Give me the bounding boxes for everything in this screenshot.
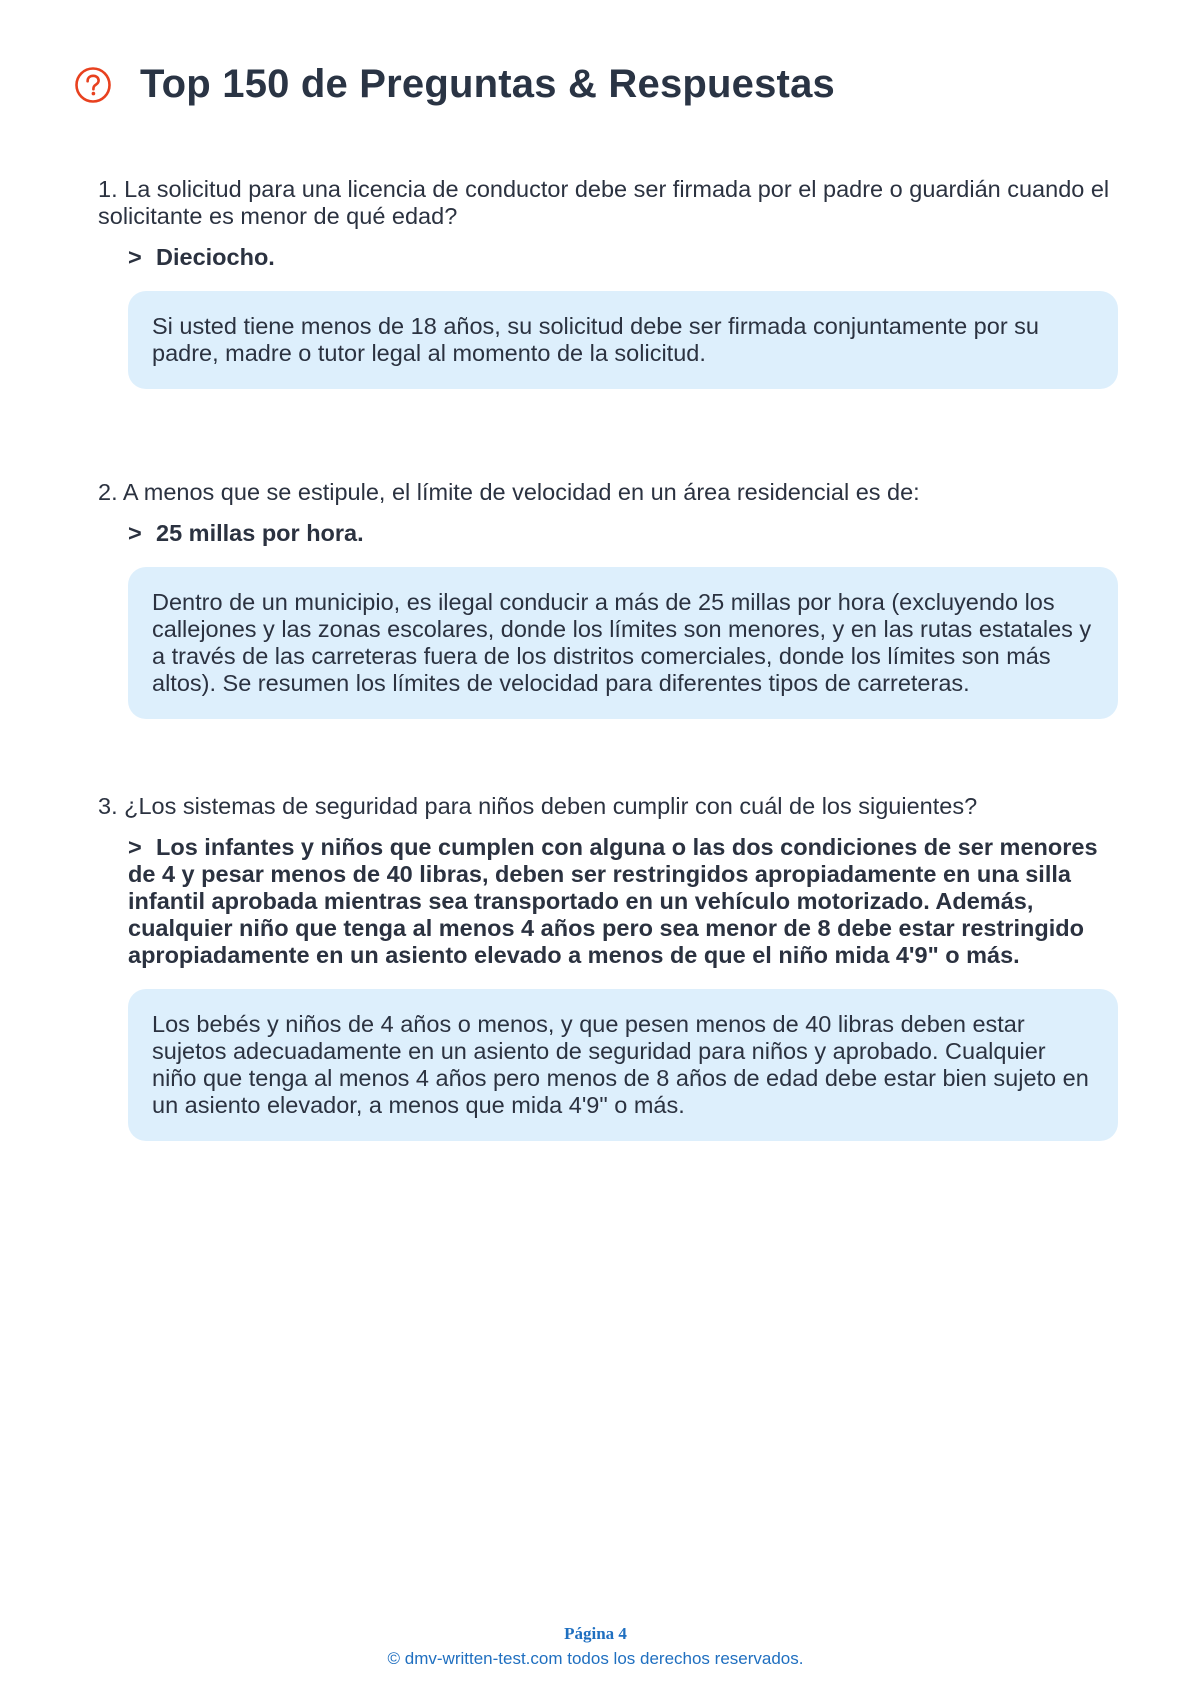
answer: [128, 244, 1118, 271]
qa-item-2: [98, 479, 1118, 719]
chevron-right-icon: >: [128, 834, 142, 860]
question-text: 2. A menos que se estipule, el límite de velocidad en un área residencial es de:: [98, 479, 920, 505]
page-header: [74, 62, 835, 107]
answer: [128, 520, 1118, 547]
explanation-text: Los bebés y niños de 4 años o menos, y que pesen menos de 40 libras deben estar sujetos adecuadamente en un asiento de seguridad para niños y aprobado. Cualquier niño que tenga al menos 4 años pero menos de 8 años de edad debe estar bien sujeto en un asiento elevador, a menos que mida 4'9" o más.: [152, 1011, 1089, 1118]
page-title: Top 150 de Preguntas & Respuestas: [140, 62, 835, 106]
question-text: 3. ¿Los sistemas de seguridad para niños deben cumplir con cuál de los siguientes?: [98, 793, 978, 819]
explanation-text: Si usted tiene menos de 18 años, su solicitud debe ser firmada conjuntamente por su padre, madre o tutor legal al momento de la solicitud.: [152, 313, 1039, 366]
answer-text: Los infantes y niños que cumplen con alguna o las dos condiciones de ser menores de 4 y pesar menos de 40 libras, deben ser restringidos apropiadamente en una silla infantil aprobada mientras sea transportado en un vehículo motorizado. Además, cualquier niño que tenga al menos 4 años pero sea menor de 8 debe estar restringido apropiadamente en un asiento elevado a menos de que el niño mida 4'9" o más.: [128, 834, 1098, 968]
answer: [128, 834, 1118, 969]
answer-text: Dieciocho.: [156, 244, 275, 270]
question-text: 1. La solicitud para una licencia de conductor debe ser firmada por el padre o guardián cuando el solicitante es menor de qué edad?: [98, 176, 1110, 229]
explanation-box: [128, 989, 1118, 1141]
page-number: Página 4: [564, 1624, 627, 1643]
explanation-box: [128, 567, 1118, 719]
chevron-right-icon: >: [128, 520, 142, 546]
answer-text: 25 millas por hora.: [156, 520, 364, 546]
chevron-right-icon: >: [128, 244, 142, 270]
question-circle-icon: [74, 66, 112, 104]
explanation-box: [128, 291, 1118, 389]
qa-item-1: [98, 176, 1118, 389]
qa-item-3: [98, 793, 1118, 1141]
copyright-link[interactable]: © dmv-written-test.com todos los derechos reservados.: [387, 1649, 804, 1668]
explanation-text: Dentro de un municipio, es ilegal conducir a más de 25 millas por hora (excluyendo los callejones y las zonas escolares, donde los límites son menores, y en las rutas estatales y a través de las carreteras fuera de los distritos comerciales, donde los límites son más altos). Se resumen los límites de velocidad para diferentes tipos de carreteras.: [152, 589, 1092, 696]
